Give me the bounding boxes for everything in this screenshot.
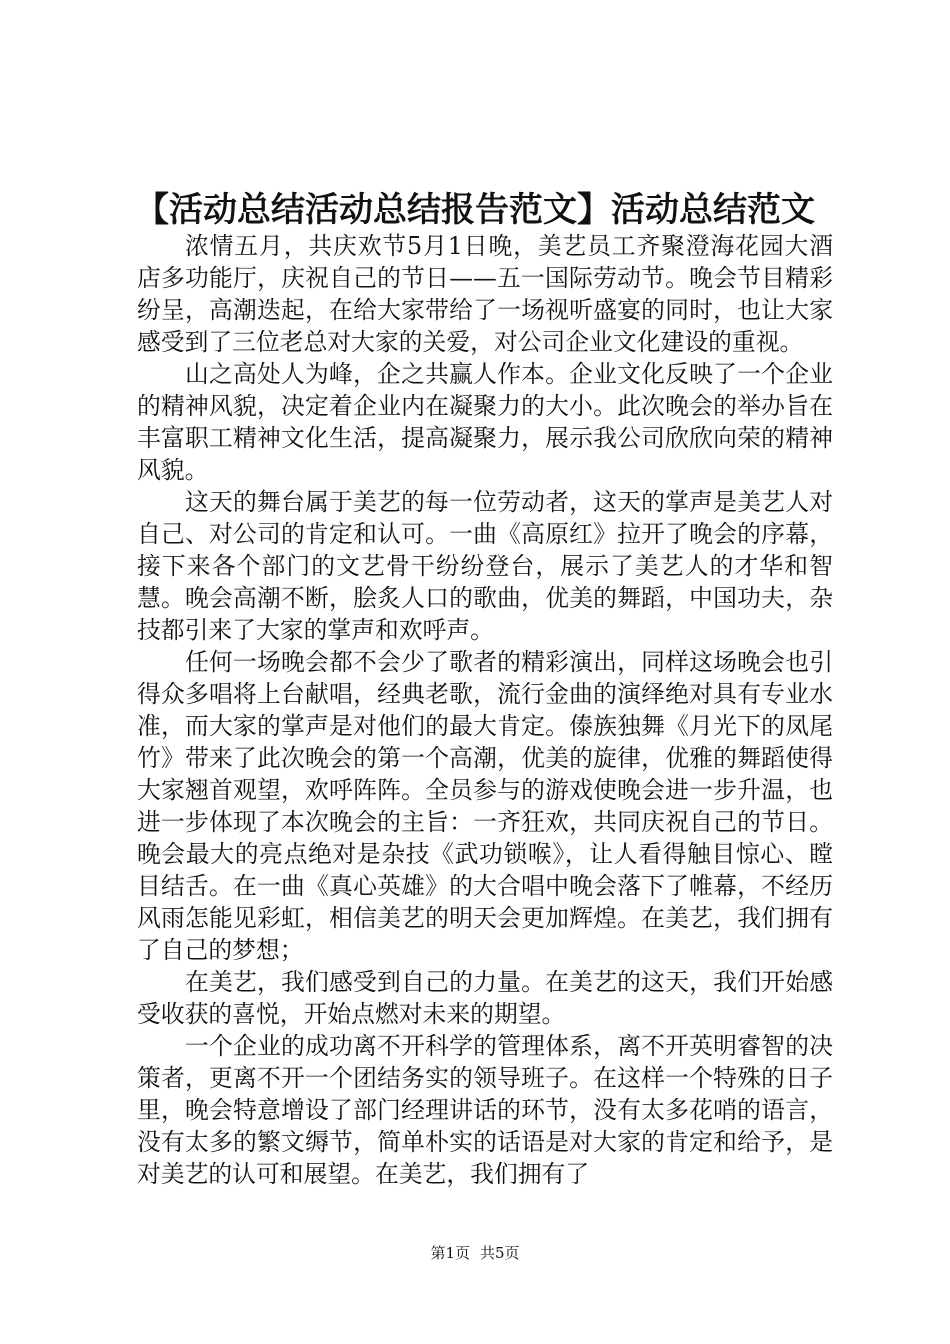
page-footer <box>0 1243 950 1263</box>
paragraph: 这天的舞台属于美艺的每一位劳动者，这天的掌声是美艺人对自己、对公司的肯定和认可。一曲《高原红》拉开了晚会的序幕，接下来各个部门的文艺骨干纷纷登台，展示了美艺人的才华和智慧。晚会高潮不断，脍炙人口的歌曲，优美的舞蹈，中国功夫，杂技都引来了大家的掌声和欢呼声。 <box>137 488 833 644</box>
paragraph: 任何一场晚会都不会少了歌者的精彩演出，同样这场晚会也引得众多唱将上台献唱，经典老歌，流行金曲的演绎绝对具有专业水准，而大家的掌声是对他们的最大肯定。傣族独舞《月光下的凤尾竹》带来了此次晚会的第一个高潮，优美的旋律，优雅的舞蹈使得大家翘首观望，欢呼阵阵。全员参与的游戏使晚会进一步升温，也进一步体现了本次晚会的主旨：一齐狂欢，共同庆祝自己的节日。晚会最大的亮点绝对是杂技《武功锁喉》，让人看得触目惊心、瞠目结舌。在一曲《真心英雄》的大合唱中晚会落下了帷幕，不经历风雨怎能见彩虹，相信美艺的明天会更加辉煌。在美艺，我们拥有了自己的梦想； <box>137 648 833 964</box>
page-total: 共5页 <box>480 1244 520 1262</box>
paragraph: 在美艺，我们感受到自己的力量。在美艺的这天，我们开始感受收获的喜悦，开始点燃对未来的期望。 <box>137 968 833 1028</box>
document-body <box>137 230 833 1190</box>
paragraph: 一个企业的成功离不开科学的管理体系，离不开英明睿智的决策者，更离不开一个团结务实的领导班子。在这样一个特殊的日子里，晚会特意增设了部门经理讲话的环节，没有太多花哨的语言，没有太多的繁文缛节，简单朴实的话语是对大家的肯定和给予，是对美艺的认可和展望。在美艺，我们拥有了 <box>137 1032 833 1188</box>
page-number: 第1页 <box>430 1244 470 1262</box>
paragraph: 浓情五月，共庆欢节5月1日晚，美艺员工齐聚澄海花园大酒店多功能厅，庆祝自己的节日——五一国际劳动节。晚会节目精彩纷呈，高潮迭起，在给大家带给了一场视听盛宴的同时，也让大家感受到了三位老总对大家的关爱，对公司企业文化建设的重视。 <box>137 232 833 356</box>
paragraph: 山之高处人为峰，企之共赢人作本。企业文化反映了一个企业的精神风貌，决定着企业内在凝聚力的大小。此次晚会的举办旨在丰富职工精神文化生活，提高凝聚力，展示我公司欣欣向荣的精神风貌。 <box>137 360 833 484</box>
document-title: 【活动总结活动总结报告范文】活动总结范文 <box>135 190 815 230</box>
